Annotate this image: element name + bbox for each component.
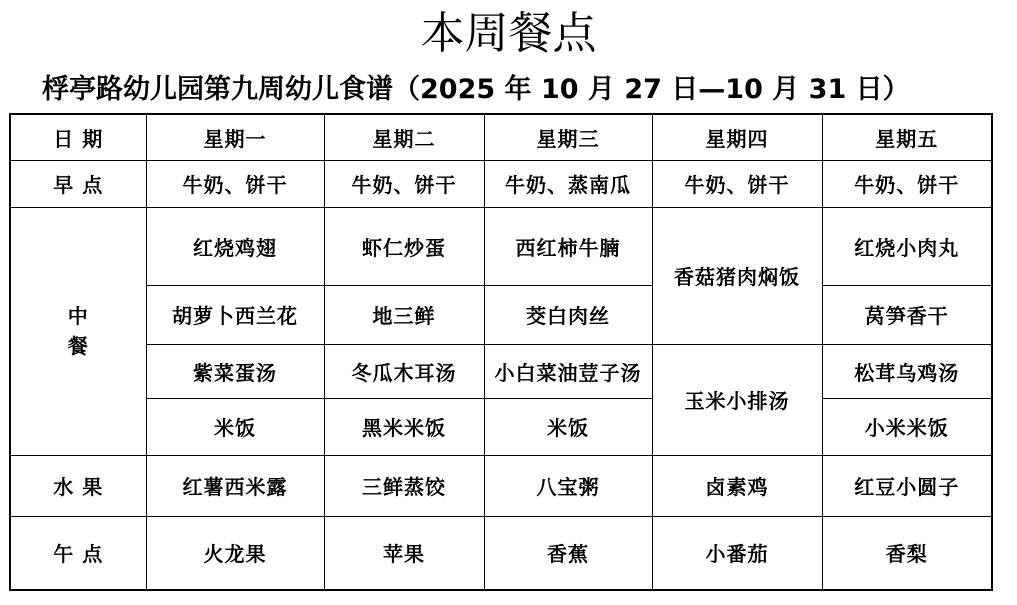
snack-wednesday: 香蕉 — [484, 516, 652, 590]
table-row-lunch-2 — [10, 285, 992, 344]
table-row-header — [10, 114, 992, 160]
lunch-monday-1: 红烧鸡翅 — [146, 207, 324, 285]
breakfast-wednesday: 牛奶、蒸南瓜 — [484, 160, 652, 207]
fruit-thursday: 卤素鸡 — [652, 455, 822, 516]
lunch-label-bottom: 餐 — [67, 334, 89, 358]
lunch-tuesday-1: 虾仁炒蛋 — [324, 207, 484, 285]
fruit-label: 水 果 — [10, 455, 146, 516]
lunch-monday-2: 胡萝卜西兰花 — [146, 285, 324, 344]
lunch-tuesday-3: 冬瓜木耳汤 — [324, 344, 484, 398]
lunch-thursday-2: 玉米小排汤 — [652, 344, 822, 455]
breakfast-label: 早 点 — [10, 160, 146, 207]
lunch-monday-4: 米饭 — [146, 398, 324, 455]
page-title: 本周餐点 — [420, 8, 597, 59]
day-tuesday: 星期二 — [324, 114, 484, 160]
table-row-lunch-1 — [10, 207, 992, 285]
breakfast-tuesday: 牛奶、饼干 — [324, 160, 484, 207]
fruit-tuesday: 三鲜蒸饺 — [324, 455, 484, 516]
fruit-monday: 红薯西米露 — [146, 455, 324, 516]
table-row-lunch-4 — [10, 398, 992, 455]
lunch-wednesday-1: 西红柿牛腩 — [484, 207, 652, 285]
lunch-label-top: 中 — [67, 304, 89, 328]
lunch-friday-1: 红烧小肉丸 — [822, 207, 992, 285]
table-row-lunch-3 — [10, 344, 992, 398]
table-row-snack — [10, 516, 992, 590]
lunch-monday-3: 紫菜蛋汤 — [146, 344, 324, 398]
breakfast-thursday: 牛奶、饼干 — [652, 160, 822, 207]
header-date-label: 日 期 — [10, 114, 146, 160]
day-friday: 星期五 — [822, 114, 992, 160]
breakfast-friday: 牛奶、饼干 — [822, 160, 992, 207]
lunch-friday-3: 松茸乌鸡汤 — [822, 344, 992, 398]
lunch-wednesday-2: 茭白肉丝 — [484, 285, 652, 344]
table-row-fruit — [10, 455, 992, 516]
lunch-wednesday-3: 小白菜油荳子汤 — [484, 344, 652, 398]
lunch-label — [10, 207, 146, 455]
snack-monday: 火龙果 — [146, 516, 324, 590]
weekly-menu-table — [9, 113, 993, 591]
fruit-wednesday: 八宝粥 — [484, 455, 652, 516]
lunch-wednesday-4: 米饭 — [484, 398, 652, 455]
snack-label: 午 点 — [10, 516, 146, 590]
snack-friday: 香梨 — [822, 516, 992, 590]
day-monday: 星期一 — [146, 114, 324, 160]
snack-tuesday: 苹果 — [324, 516, 484, 590]
fruit-friday: 红豆小圆子 — [822, 455, 992, 516]
day-thursday: 星期四 — [652, 114, 822, 160]
day-wednesday: 星期三 — [484, 114, 652, 160]
breakfast-monday: 牛奶、饼干 — [146, 160, 324, 207]
snack-thursday: 小番茄 — [652, 516, 822, 590]
lunch-friday-4: 小米米饭 — [822, 398, 992, 455]
lunch-tuesday-4: 黑米米饭 — [324, 398, 484, 455]
lunch-thursday-1: 香菇猪肉焖饭 — [652, 207, 822, 344]
menu-subtitle: 桴亭路幼儿园第九周幼儿食谱（2025 年 10 月 27 日—10 月 31 日） — [42, 74, 910, 105]
lunch-tuesday-2: 地三鲜 — [324, 285, 484, 344]
lunch-friday-2: 莴笋香干 — [822, 285, 992, 344]
table-row-breakfast — [10, 160, 992, 207]
